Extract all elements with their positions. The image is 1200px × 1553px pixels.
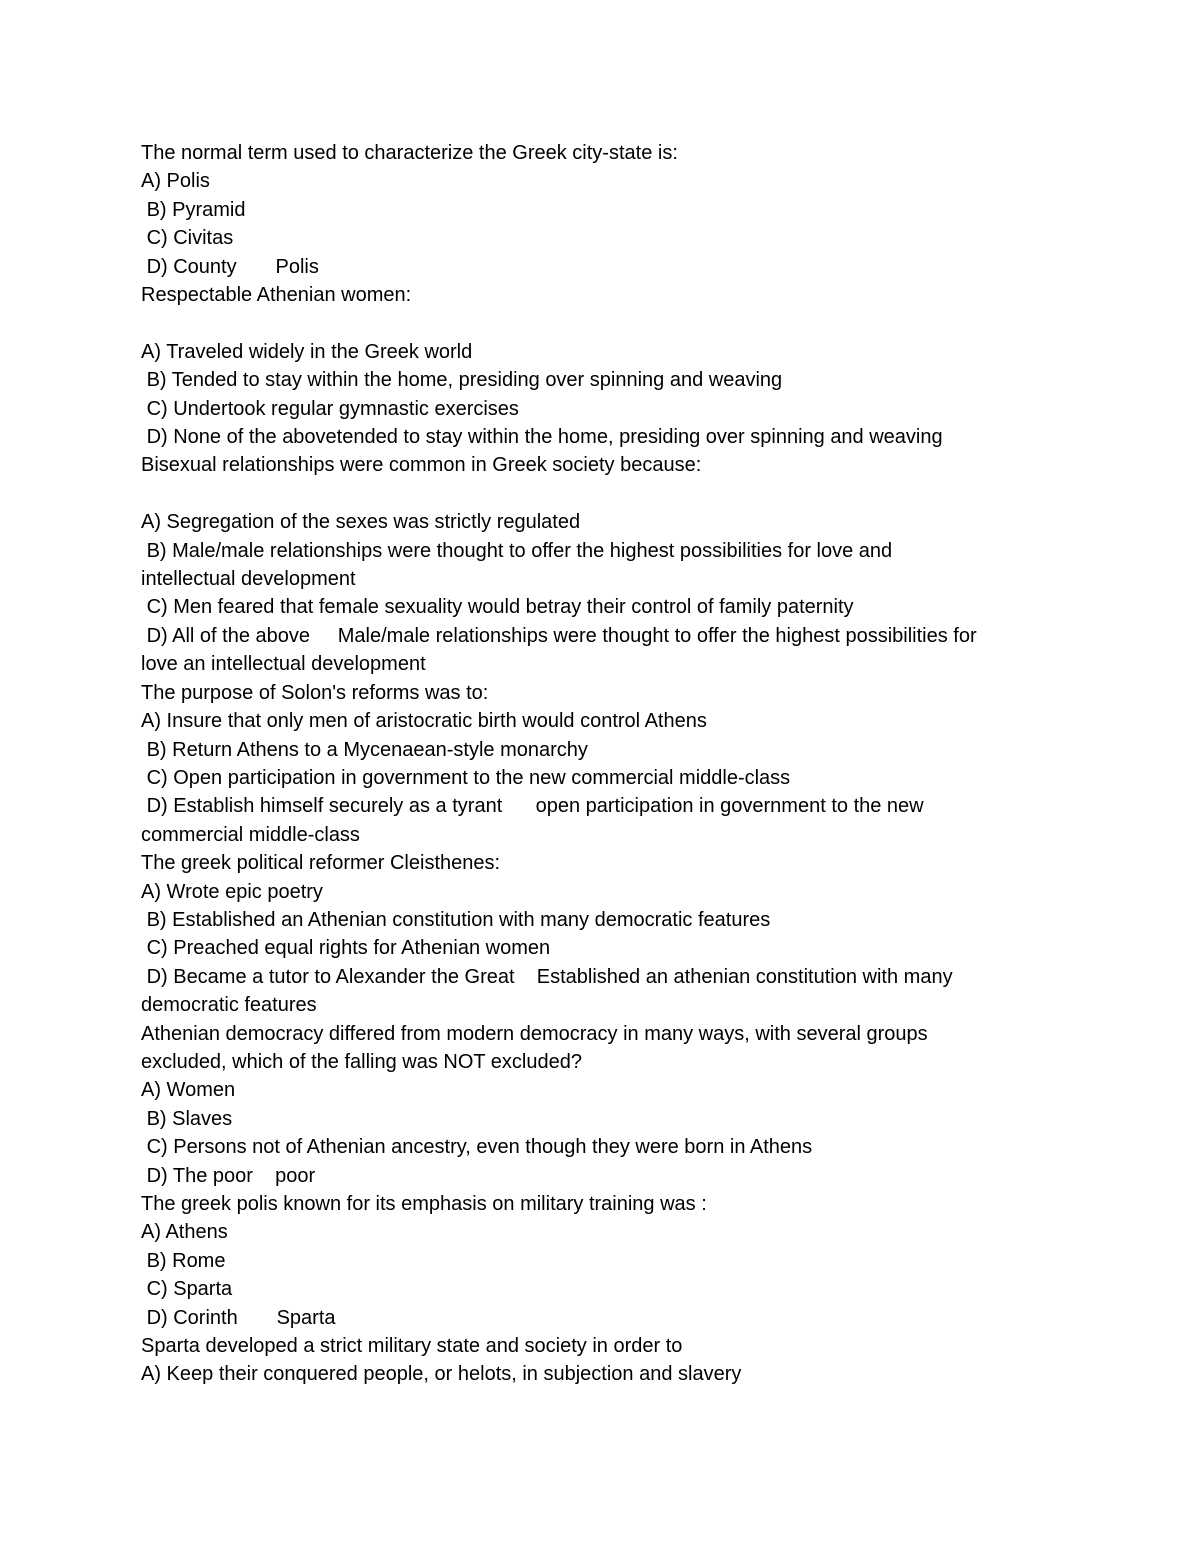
text-line: D) County Polis xyxy=(141,255,319,278)
text-line: The purpose of Solon's reforms was to: xyxy=(141,681,489,704)
text-line xyxy=(141,309,1061,337)
text-line: The normal term used to characterize the Greek city-state is: xyxy=(141,142,678,164)
text-line: B) Established an Athenian constitution with many democratic features xyxy=(141,908,771,931)
text-line: D) The poor poor xyxy=(141,1164,316,1187)
text-line: B) Rome xyxy=(141,1249,226,1272)
document-body xyxy=(141,139,1061,1389)
text-line: C) Civitas xyxy=(141,227,234,250)
text-line: intellectual development xyxy=(141,568,356,591)
text-line: Respectable Athenian women: xyxy=(141,284,412,307)
text-line: C) Preached equal rights for Athenian women xyxy=(141,937,551,960)
text-line: C) Persons not of Athenian ancestry, even though they were born in Athens xyxy=(141,1136,813,1159)
text-line: commercial middle-class xyxy=(141,823,360,846)
text-line: C) Sparta xyxy=(141,1278,233,1301)
text-line: A) Women xyxy=(141,1079,236,1102)
text-line: Athenian democracy differed from modern democracy in many ways, with several groups xyxy=(141,1022,928,1045)
text-line: B) Tended to stay within the home, presiding over spinning and weaving xyxy=(141,369,783,392)
text-line: B) Male/male relationships were thought to offer the highest possibilities for love and xyxy=(141,539,893,562)
text-line: B) Return Athens to a Mycenaean-style monarchy xyxy=(141,738,588,761)
text-line: D) All of the above Male/male relationships were thought to offer the highest possibilities for xyxy=(141,624,977,647)
text-line: C) Open participation in government to the new commercial middle-class xyxy=(141,766,791,789)
text-line: A) Wrote epic poetry xyxy=(141,880,323,903)
text-line: A) Keep their conquered people, or helots, in subjection and slavery xyxy=(141,1363,742,1386)
text-line: Bisexual relationships were common in Greek society because: xyxy=(141,454,702,477)
text-line: The greek polis known for its emphasis on military training was : xyxy=(141,1193,707,1215)
text-line: D) Establish himself securely as a tyrant open participation in government to the new xyxy=(141,795,924,818)
text-line: democratic features xyxy=(141,994,317,1017)
text-line: D) Became a tutor to Alexander the Great Established an athenian constitution with many xyxy=(141,965,953,988)
text-line: Sparta developed a strict military state and society in order to xyxy=(141,1335,683,1358)
text-line: A) Polis xyxy=(141,170,210,193)
text-line: The greek political reformer Cleisthenes: xyxy=(141,852,501,875)
text-line: C) Men feared that female sexuality would betray their control of family paternity xyxy=(141,596,854,619)
text-line: love an intellectual development xyxy=(141,653,426,676)
text-line: B) Slaves xyxy=(141,1107,233,1130)
text-line: A) Traveled widely in the Greek world xyxy=(141,340,473,363)
text-line: A) Athens xyxy=(141,1221,228,1244)
text-line: excluded, which of the falling was NOT excluded? xyxy=(141,1050,582,1073)
text-line: C) Undertook regular gymnastic exercises xyxy=(141,397,519,420)
text-line: A) Insure that only men of aristocratic birth would control Athens xyxy=(141,710,707,733)
text-line xyxy=(141,480,1061,508)
text-line: A) Segregation of the sexes was strictly regulated xyxy=(141,511,581,534)
text-line: B) Pyramid xyxy=(141,198,246,221)
text-line: D) Corinth Sparta xyxy=(141,1306,336,1329)
text-line: D) None of the abovetended to stay within the home, presiding over spinning and weaving xyxy=(141,426,943,449)
